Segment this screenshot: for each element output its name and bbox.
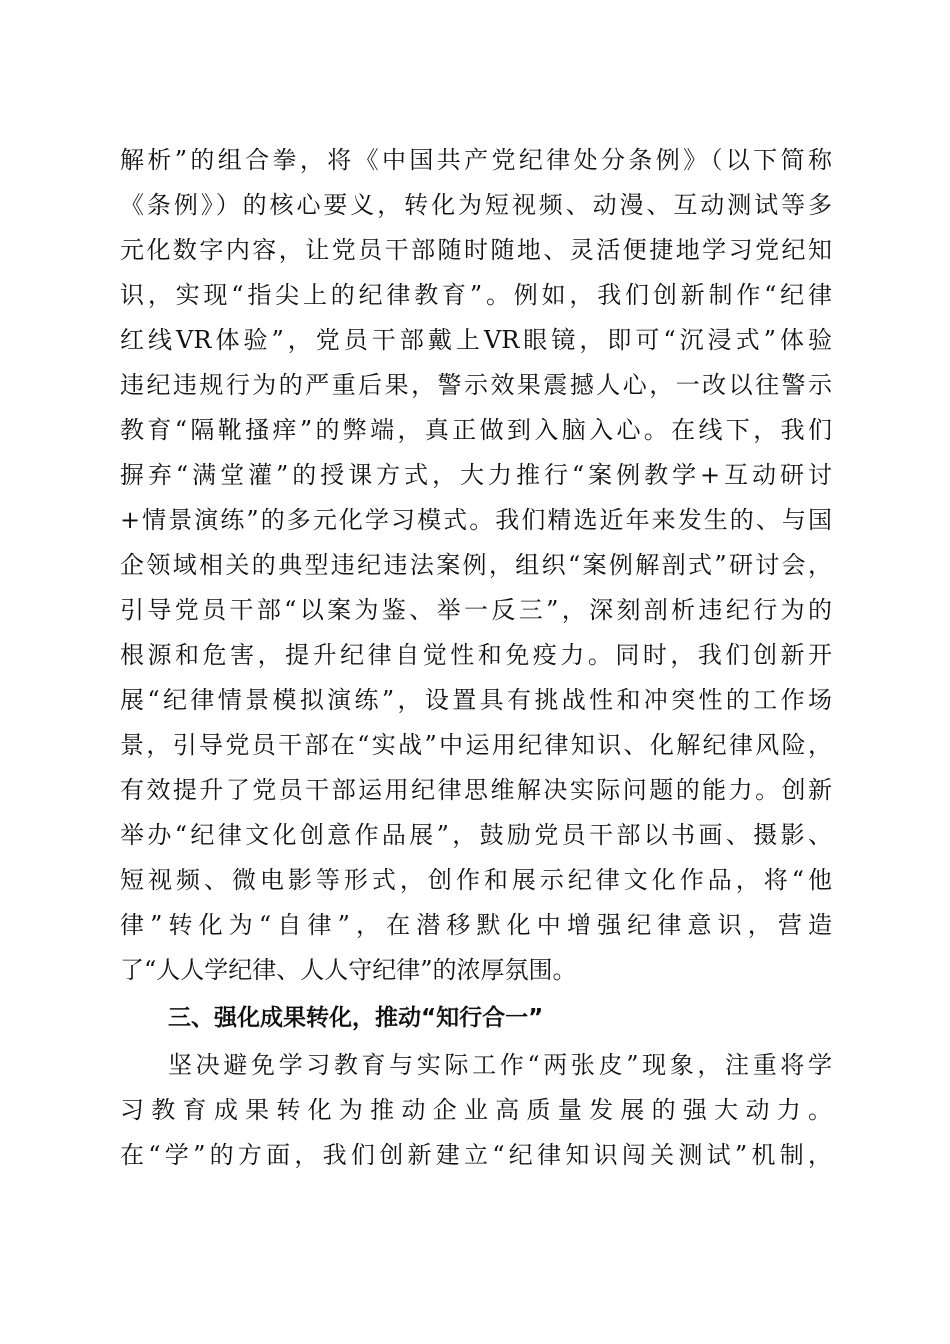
body-text-line: 有效提升了党员干部运用纪律思维解决实际问题的能力。创新 — [120, 776, 832, 804]
body-text-line: 摒弃“满堂灌”的授课方式，大力推行“案例教学+互动研讨 — [120, 461, 832, 489]
body-text-line: 展“纪律情景模拟演练”，设置具有挑战性和冲突性的工作场 — [120, 686, 832, 714]
body-text-line: 在“学”的方面，我们创新建立“纪律知识闯关测试”机制， — [120, 1141, 832, 1169]
body-text-line: 解析”的组合拳，将《中国共产党纪律处分条例》（以下简称 — [120, 146, 832, 174]
body-text-line: 识，实现“指尖上的纪律教育”。例如，我们创新制作“纪律 — [120, 281, 832, 309]
body-text-line: 根源和危害，提升纪律自觉性和免疫力。同时，我们创新开 — [120, 641, 832, 669]
body-text-line: 企领域相关的典型违纪违法案例，组织“案例解剖式”研讨会， — [120, 551, 832, 579]
section-heading: 三、强化成果转化，推动“知行合一” — [168, 1005, 544, 1031]
body-text-line: 教育“隔靴搔痒”的弊端，真正做到入脑入心。在线下，我们 — [120, 416, 832, 444]
body-text-line: 红线VR体验”，党员干部戴上VR眼镜，即可“沉浸式”体验 — [120, 326, 832, 354]
body-text-line: 习教育成果转化为推动企业高质量发展的强大动力。 — [120, 1096, 832, 1124]
body-text-line: 《条例》）的核心要义，转化为短视频、动漫、互动测试等多 — [120, 191, 832, 219]
body-text-line: 坚决避免学习教育与实际工作“两张皮”现象，注重将学 — [168, 1051, 832, 1079]
body-text-line: 违纪违规行为的严重后果，警示效果震撼人心，一改以往警示 — [120, 371, 832, 399]
body-text-line: 了“人人学纪律、人人守纪律”的浓厚氛围。 — [120, 956, 577, 984]
body-text-line: 元化数字内容，让党员干部随时随地、灵活便捷地学习党纪知 — [120, 236, 832, 264]
body-text-line: 短视频、微电影等形式，创作和展示纪律文化作品，将“他 — [120, 866, 832, 894]
body-text-line: 景，引导党员干部在“实战”中运用纪律知识、化解纪律风险， — [120, 731, 832, 759]
body-text-line: 举办“纪律文化创意作品展”，鼓励党员干部以书画、摄影、 — [120, 821, 832, 849]
document-page — [120, 138, 832, 1178]
body-text-line: 引导党员干部“以案为鉴、举一反三”，深刻剖析违纪行为的 — [120, 596, 832, 624]
body-text-line: +情景演练”的多元化学习模式。我们精选近年来发生的、与国 — [120, 506, 832, 534]
body-text-line: 律”转化为“自律”，在潜移默化中增强纪律意识，营造 — [120, 911, 832, 939]
